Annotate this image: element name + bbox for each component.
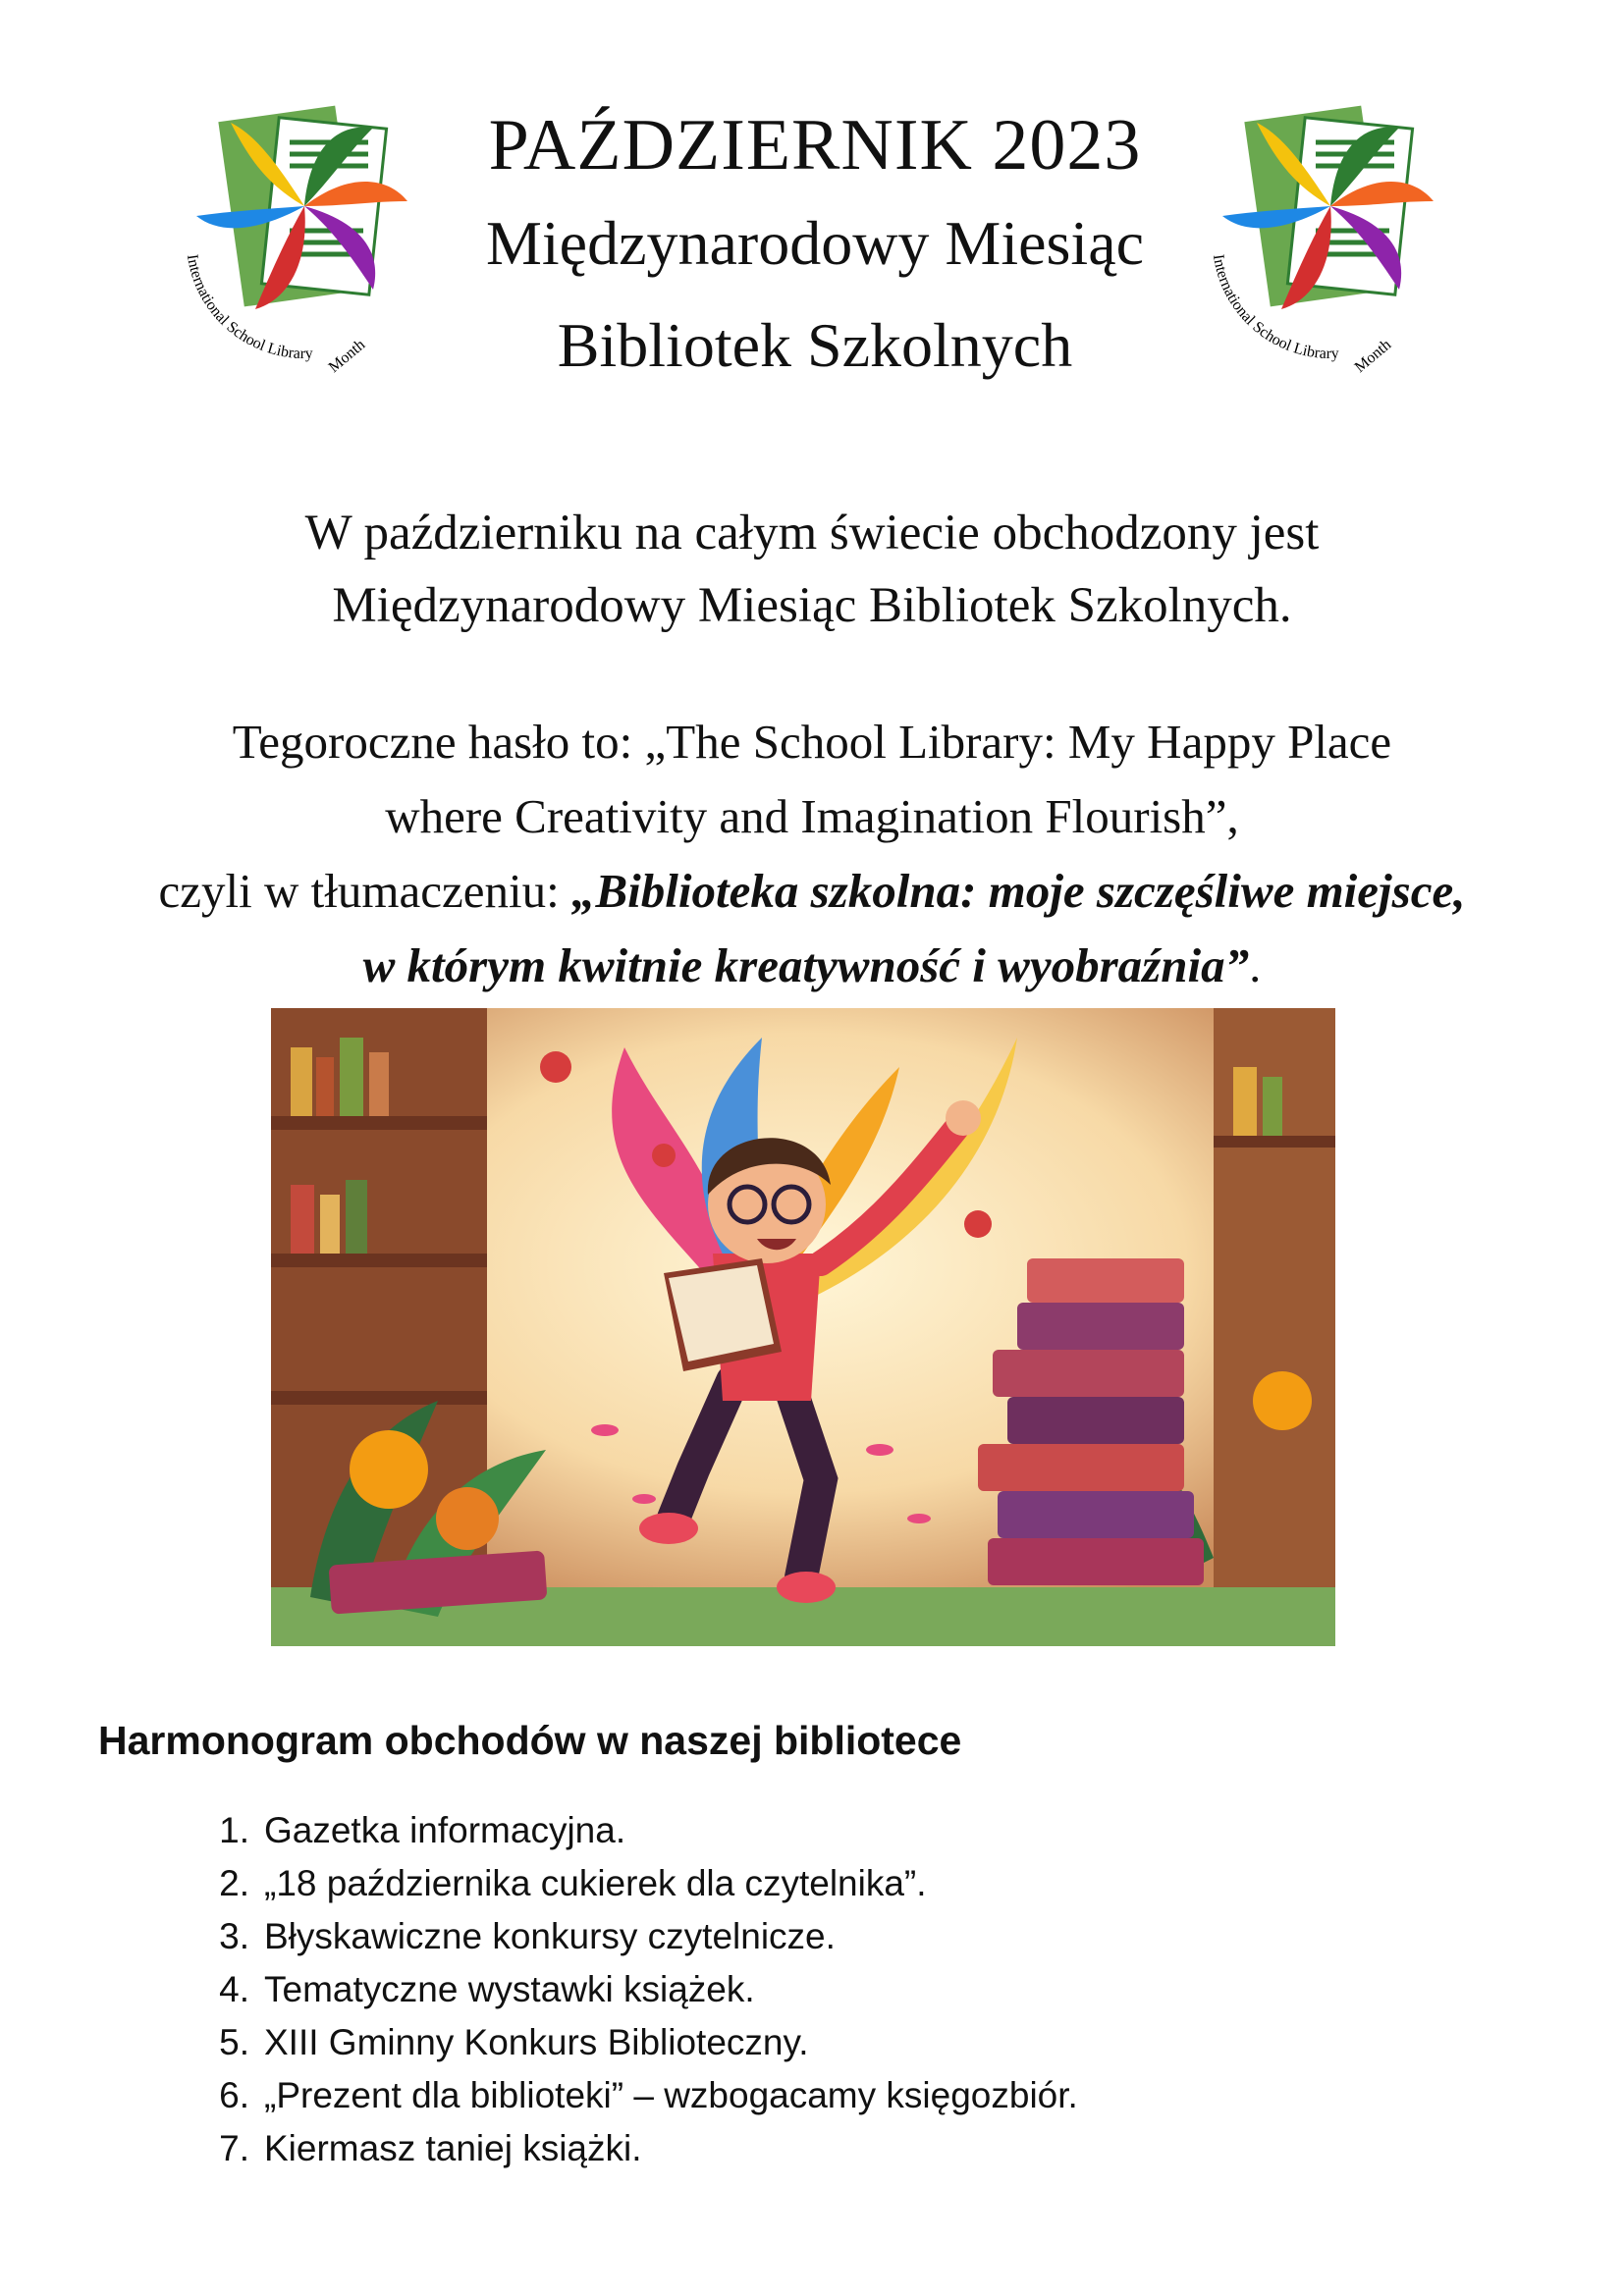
motto-paragraph bbox=[98, 705, 1526, 1003]
list-item-text: Błyskawiczne konkursy czytelnicze. bbox=[264, 1916, 836, 1956]
list-item-text: „Prezent dla biblioteki” – wzbogacamy księgozbiór. bbox=[264, 2075, 1078, 2115]
list-item bbox=[192, 2069, 1078, 2122]
logo-text-top: International School Library bbox=[183, 253, 314, 363]
list-item-number: 3. bbox=[219, 1916, 249, 1956]
list-item-text: Kiermasz taniej książki. bbox=[264, 2128, 642, 2168]
pinwheel-logo-icon bbox=[1188, 93, 1473, 398]
motto-line2: where Creativity and Imagination Flourish”, bbox=[385, 789, 1239, 843]
schedule-heading: Harmonogram obchodów w naszej bibliotece bbox=[98, 1718, 962, 1763]
intro-line1: W październiku na całym świecie obchodzony jest bbox=[304, 506, 1320, 561]
motto-translation-part1: „Biblioteka szkolna: moje szczęśliwe miejsce, bbox=[570, 864, 1466, 918]
list-item-number: 2. bbox=[219, 1863, 249, 1903]
list-item-number: 1. bbox=[219, 1810, 249, 1850]
motto-translation-part2: w którym kwitnie kreatywność i wyobraźnia” bbox=[362, 938, 1250, 992]
list-item-number: 5. bbox=[219, 2022, 249, 2062]
list-item-text: Gazetka informacyjna. bbox=[264, 1810, 626, 1850]
isl-month-logo-left bbox=[162, 93, 447, 398]
page-subtitle-line2: Bibliotek Szkolnych bbox=[557, 310, 1073, 380]
list-item bbox=[192, 2122, 1078, 2175]
logo-text-top: International School Library bbox=[1209, 253, 1340, 363]
list-item bbox=[192, 2016, 1078, 2069]
schedule-list bbox=[192, 1804, 1078, 2175]
motto-line4 bbox=[98, 929, 1526, 1003]
motto-line4-suffix: . bbox=[1249, 938, 1262, 992]
logo-text-bottom: Month bbox=[325, 336, 369, 377]
reading-boy-illustration bbox=[271, 1008, 1335, 1646]
isl-month-logo-right bbox=[1188, 93, 1473, 398]
list-item bbox=[192, 1857, 1078, 1910]
page-header bbox=[422, 98, 1208, 397]
list-item-text: Tematyczne wystawki książek. bbox=[264, 1969, 755, 2009]
list-item bbox=[192, 1804, 1078, 1857]
list-item bbox=[192, 1963, 1078, 2016]
pinwheel-logo-icon bbox=[162, 93, 447, 398]
motto-line3-prefix: czyli w tłumaczeniu: bbox=[158, 864, 571, 918]
motto-line3 bbox=[98, 854, 1526, 929]
list-item-text: „18 października cukierek dla czytelnika”. bbox=[264, 1863, 927, 1903]
intro-line2: Międzynarodowy Miesiąc Bibliotek Szkolnych. bbox=[332, 578, 1292, 633]
list-item-number: 6. bbox=[219, 2075, 249, 2115]
page-subtitle-line1: Międzynarodowy Miesiąc bbox=[485, 208, 1145, 278]
list-item-text: XIII Gminny Konkurs Biblioteczny. bbox=[264, 2022, 809, 2062]
list-item bbox=[192, 1910, 1078, 1963]
intro-paragraph bbox=[147, 497, 1477, 642]
page-title: PAŹDZIERNIK 2023 bbox=[488, 105, 1142, 186]
list-item-number: 7. bbox=[219, 2128, 249, 2168]
motto-line1: Tegoroczne hasło to: „The School Library: My Happy Place bbox=[232, 715, 1392, 769]
list-item-number: 4. bbox=[219, 1969, 249, 2009]
logo-text-bottom: Month bbox=[1351, 336, 1395, 377]
